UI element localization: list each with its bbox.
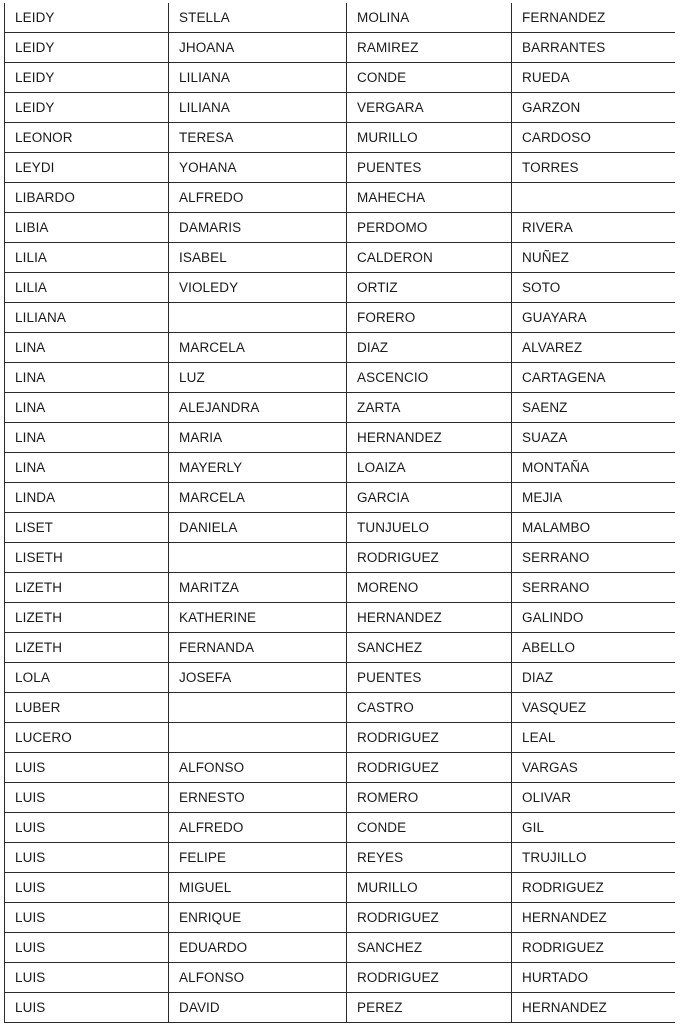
first-surname-cell: RODRIGUEZ	[347, 543, 512, 573]
second-surname-cell: NUÑEZ	[512, 243, 676, 273]
second-surname-cell: GARZON	[512, 93, 676, 123]
first-surname-cell: PUENTES	[347, 153, 512, 183]
first-surname-cell: HERNANDEZ	[347, 423, 512, 453]
table-row	[5, 813, 676, 843]
first-surname-cell: GARCIA	[347, 483, 512, 513]
second-name-cell: DAMARIS	[169, 213, 347, 243]
first-name-cell: LOLA	[5, 663, 169, 693]
table-row	[5, 783, 676, 813]
names-table-body	[5, 3, 676, 1023]
first-name-cell: LINA	[5, 333, 169, 363]
second-name-cell: ALFONSO	[169, 753, 347, 783]
second-name-cell: MARCELA	[169, 483, 347, 513]
table-row	[5, 633, 676, 663]
second-surname-cell: RUEDA	[512, 63, 676, 93]
second-name-cell: ISABEL	[169, 243, 347, 273]
first-name-cell: LIBIA	[5, 213, 169, 243]
second-surname-cell: ABELLO	[512, 633, 676, 663]
table-row	[5, 573, 676, 603]
second-name-cell: DANIELA	[169, 513, 347, 543]
table-row	[5, 273, 676, 303]
first-name-cell: LINDA	[5, 483, 169, 513]
table-row	[5, 453, 676, 483]
first-surname-cell: CALDERON	[347, 243, 512, 273]
table-row	[5, 213, 676, 243]
second-name-cell: YOHANA	[169, 153, 347, 183]
first-surname-cell: VERGARA	[347, 93, 512, 123]
first-name-cell: LINA	[5, 453, 169, 483]
first-name-cell: LINA	[5, 363, 169, 393]
table-row	[5, 603, 676, 633]
second-surname-cell: RODRIGUEZ	[512, 873, 676, 903]
first-surname-cell: LOAIZA	[347, 453, 512, 483]
table-row	[5, 363, 676, 393]
first-name-cell: LEYDI	[5, 153, 169, 183]
first-surname-cell: CONDE	[347, 813, 512, 843]
second-name-cell: MAYERLY	[169, 453, 347, 483]
table-row	[5, 693, 676, 723]
first-surname-cell: FORERO	[347, 303, 512, 333]
second-name-cell: MARIA	[169, 423, 347, 453]
second-surname-cell: RIVERA	[512, 213, 676, 243]
table-row	[5, 153, 676, 183]
page-margin	[675, 0, 686, 1024]
first-surname-cell: HERNANDEZ	[347, 603, 512, 633]
second-surname-cell: HURTADO	[512, 963, 676, 993]
first-surname-cell: PERDOMO	[347, 213, 512, 243]
first-surname-cell: ZARTA	[347, 393, 512, 423]
second-surname-cell: RODRIGUEZ	[512, 933, 676, 963]
second-name-cell: TERESA	[169, 123, 347, 153]
table-row	[5, 483, 676, 513]
table-row	[5, 123, 676, 153]
second-surname-cell	[512, 183, 676, 213]
second-name-cell: MIGUEL	[169, 873, 347, 903]
first-name-cell: LUBER	[5, 693, 169, 723]
first-name-cell: LEIDY	[5, 93, 169, 123]
second-surname-cell: ALVAREZ	[512, 333, 676, 363]
first-surname-cell: PUENTES	[347, 663, 512, 693]
second-name-cell: ALFONSO	[169, 963, 347, 993]
table-row	[5, 543, 676, 573]
first-surname-cell: MURILLO	[347, 873, 512, 903]
first-name-cell: LUIS	[5, 783, 169, 813]
second-name-cell	[169, 693, 347, 723]
second-surname-cell: GALINDO	[512, 603, 676, 633]
second-name-cell: JOSEFA	[169, 663, 347, 693]
first-name-cell: LISETH	[5, 543, 169, 573]
first-name-cell: LINA	[5, 423, 169, 453]
second-name-cell: FELIPE	[169, 843, 347, 873]
first-surname-cell: RODRIGUEZ	[347, 723, 512, 753]
first-surname-cell: SANCHEZ	[347, 633, 512, 663]
first-name-cell: LILIANA	[5, 303, 169, 333]
second-surname-cell: TRUJILLO	[512, 843, 676, 873]
second-name-cell: LILIANA	[169, 93, 347, 123]
first-name-cell: LUIS	[5, 843, 169, 873]
first-surname-cell: ASCENCIO	[347, 363, 512, 393]
first-surname-cell: MURILLO	[347, 123, 512, 153]
second-name-cell: ALEJANDRA	[169, 393, 347, 423]
table-row	[5, 723, 676, 753]
first-surname-cell: ORTIZ	[347, 273, 512, 303]
second-surname-cell: HERNANDEZ	[512, 993, 676, 1023]
second-surname-cell: GUAYARA	[512, 303, 676, 333]
second-name-cell: FERNANDA	[169, 633, 347, 663]
first-name-cell: LUIS	[5, 933, 169, 963]
table-row	[5, 903, 676, 933]
table-row	[5, 303, 676, 333]
table-row	[5, 393, 676, 423]
table-row	[5, 513, 676, 543]
first-name-cell: LIZETH	[5, 603, 169, 633]
second-surname-cell: GIL	[512, 813, 676, 843]
second-surname-cell: LEAL	[512, 723, 676, 753]
second-name-cell: LUZ	[169, 363, 347, 393]
second-name-cell	[169, 543, 347, 573]
second-surname-cell: CARTAGENA	[512, 363, 676, 393]
names-table	[4, 3, 676, 1023]
first-surname-cell: RAMIREZ	[347, 33, 512, 63]
table-row	[5, 243, 676, 273]
first-name-cell: LINA	[5, 393, 169, 423]
first-surname-cell: SANCHEZ	[347, 933, 512, 963]
first-surname-cell: TUNJUELO	[347, 513, 512, 543]
second-surname-cell: BARRANTES	[512, 33, 676, 63]
second-surname-cell: MEJIA	[512, 483, 676, 513]
table-row	[5, 843, 676, 873]
first-surname-cell: MOLINA	[347, 3, 512, 33]
second-surname-cell: DIAZ	[512, 663, 676, 693]
table-row	[5, 423, 676, 453]
second-surname-cell: SERRANO	[512, 573, 676, 603]
first-name-cell: LUCERO	[5, 723, 169, 753]
second-name-cell: DAVID	[169, 993, 347, 1023]
first-name-cell: LEIDY	[5, 33, 169, 63]
second-surname-cell: HERNANDEZ	[512, 903, 676, 933]
first-name-cell: LILIA	[5, 243, 169, 273]
first-name-cell: LUIS	[5, 753, 169, 783]
first-name-cell: LEONOR	[5, 123, 169, 153]
first-name-cell: LILIA	[5, 273, 169, 303]
table-row	[5, 33, 676, 63]
first-name-cell: LEIDY	[5, 63, 169, 93]
second-surname-cell: CARDOSO	[512, 123, 676, 153]
first-name-cell: LUIS	[5, 873, 169, 903]
second-surname-cell: OLIVAR	[512, 783, 676, 813]
second-name-cell: ENRIQUE	[169, 903, 347, 933]
first-surname-cell: MAHECHA	[347, 183, 512, 213]
first-name-cell: LISET	[5, 513, 169, 543]
second-name-cell	[169, 723, 347, 753]
first-surname-cell: DIAZ	[347, 333, 512, 363]
table-row	[5, 993, 676, 1023]
second-name-cell: MARITZA	[169, 573, 347, 603]
first-name-cell: LUIS	[5, 993, 169, 1023]
table-row	[5, 183, 676, 213]
table-row	[5, 93, 676, 123]
second-name-cell: EDUARDO	[169, 933, 347, 963]
second-surname-cell: SERRANO	[512, 543, 676, 573]
second-surname-cell: TORRES	[512, 153, 676, 183]
first-surname-cell: REYES	[347, 843, 512, 873]
second-name-cell: VIOLEDY	[169, 273, 347, 303]
second-name-cell	[169, 303, 347, 333]
second-name-cell: ALFREDO	[169, 183, 347, 213]
table-row	[5, 3, 676, 33]
second-surname-cell: SAENZ	[512, 393, 676, 423]
second-surname-cell: MONTAÑA	[512, 453, 676, 483]
second-name-cell: LILIANA	[169, 63, 347, 93]
table-row	[5, 663, 676, 693]
first-surname-cell: PEREZ	[347, 993, 512, 1023]
second-name-cell: ALFREDO	[169, 813, 347, 843]
first-name-cell: LUIS	[5, 813, 169, 843]
second-surname-cell: MALAMBO	[512, 513, 676, 543]
second-surname-cell: VARGAS	[512, 753, 676, 783]
second-surname-cell: VASQUEZ	[512, 693, 676, 723]
first-name-cell: LUIS	[5, 963, 169, 993]
first-name-cell: LIZETH	[5, 633, 169, 663]
first-surname-cell: MORENO	[347, 573, 512, 603]
first-surname-cell: ROMERO	[347, 783, 512, 813]
second-name-cell: KATHERINE	[169, 603, 347, 633]
second-name-cell: STELLA	[169, 3, 347, 33]
first-name-cell: LIBARDO	[5, 183, 169, 213]
table-row	[5, 933, 676, 963]
table-row	[5, 63, 676, 93]
second-surname-cell: SUAZA	[512, 423, 676, 453]
first-name-cell: LUIS	[5, 903, 169, 933]
table-row	[5, 873, 676, 903]
first-name-cell: LIZETH	[5, 573, 169, 603]
table-row	[5, 753, 676, 783]
second-name-cell: MARCELA	[169, 333, 347, 363]
first-surname-cell: RODRIGUEZ	[347, 753, 512, 783]
second-surname-cell: FERNANDEZ	[512, 3, 676, 33]
first-name-cell: LEIDY	[5, 3, 169, 33]
second-name-cell: ERNESTO	[169, 783, 347, 813]
first-surname-cell: CONDE	[347, 63, 512, 93]
first-surname-cell: RODRIGUEZ	[347, 963, 512, 993]
second-surname-cell: SOTO	[512, 273, 676, 303]
first-surname-cell: CASTRO	[347, 693, 512, 723]
second-name-cell: JHOANA	[169, 33, 347, 63]
table-row	[5, 333, 676, 363]
first-surname-cell: RODRIGUEZ	[347, 903, 512, 933]
table-row	[5, 963, 676, 993]
